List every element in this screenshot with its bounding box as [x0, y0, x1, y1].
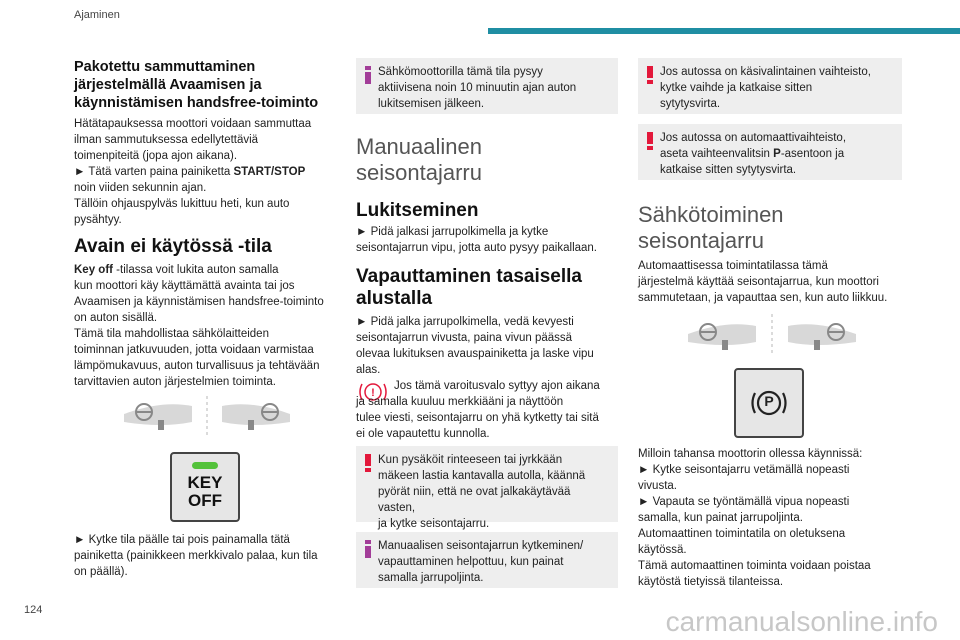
- heading-forced-shutdown: Pakotettu sammuttaminen järjestelmällä Avaamisen ja käynnistämisen handsfree-toiminto: [74, 59, 319, 111]
- paragraph-automatic-mode: Automaattisessa toimintatilassa tämä järjestelmä käyttää seisontajarrua, kun moottori sammutetaan, ja vapauttaa sen, kun auto liikkuu.: [638, 260, 888, 304]
- text-segment: ► Tätä varten paina painiketta: [74, 166, 234, 178]
- paragraph-key-off-benefit: Tämä tila mahdollistaa sähkölaitteiden toiminnan jatkuvuuden, jotta voidaan varmistaa lämpömukavuus, auton turvallisuus ja tehtävään tarvittavien auton järjestelmien toiminta.: [74, 328, 320, 388]
- paragraph-warning-light: Jos tämä varoitusvalo syttyy ajon aikana ja samalla kuuluu merkkiääni ja näyttöön tulee viesti, seisontajarru on yhä kytketty tai sitä ei ole vapautettu kunnolla.: [356, 380, 600, 440]
- svg-text:!: !: [371, 387, 375, 399]
- heading-locking: Lukitseminen: [356, 200, 479, 221]
- key-off-term: Key off: [74, 264, 113, 276]
- key-off-led: [192, 462, 218, 469]
- paragraph-toggle-mode: ► Kytke tila päälle tai pois painamalla tätä painiketta (painikkeen merkkivalo palaa, kun tila on päällä).: [74, 534, 318, 578]
- paragraph-key-off: [74, 262, 336, 326]
- key-off-label: [172, 474, 238, 510]
- warning-note-auto-gearbox: [638, 124, 902, 180]
- paragraph-emergency: Hätätapauksessa moottori voidaan sammuttaa ilman sammutuksessa edellytettäviä toimenpiteitä (jopa ajon aikana).: [74, 118, 312, 162]
- info-note-electric: [356, 58, 618, 114]
- text-segment: -tilassa voit lukita auton samalla kun moottori käy käyttämättä avainta tai jos Avaamisen ja käynnistämisen handsfree-toiminto on auton sisällä.: [74, 264, 324, 324]
- heading-release-flat: Vapauttaminen tasaisella alustalla: [356, 266, 582, 309]
- paragraph-operation: Milloin tahansa moottorin ollessa käynnissä: ► Kytke seisontajarru vetämällä nopeasti vivusta. ► Vapauta se työntämällä vipua nopeasti samalla, kun painat jarrupoljinta. Automaattinen toimintatila on oletuksena käytössä. Tämä automaattinen toiminta voidaan poistaa käytöstä tietyissä tilanteissa.: [638, 448, 871, 588]
- heading-electric-parking-brake: Sähkötoiminen seisontajarru: [638, 202, 784, 253]
- paragraph-release: ► Pidä jalka jarrupolkimella, vedä kevyesti seisontajarrun vivusta, paina vivun päässä olevaa lukituksen avauspainiketta ja laske vipu alas.: [356, 316, 594, 376]
- paragraph-steering-lock: Tällöin ohjauspylväs lukittuu heti, kun auto pysähtyy.: [74, 198, 290, 226]
- note-text: Jos autossa on käsivalintainen vaihteisto, kytke vaihde ja katkaise sitten sytytysvirta.: [660, 66, 871, 110]
- gear-p-label: P: [773, 148, 781, 160]
- parking-brake-button: [734, 368, 804, 438]
- exclamation-icon: [364, 454, 372, 472]
- start-stop-label: START/STOP: [233, 166, 306, 178]
- dashboard-illustration: [122, 392, 292, 440]
- warning-note-manual-gearbox: [638, 58, 902, 114]
- note-text: Manuaalisen seisontajarrun kytkeminen/ vapauttaminen helpottuu, kun painat samalla jarrupoljinta.: [378, 540, 584, 584]
- page-number: 124: [24, 604, 43, 616]
- key-off-button: [170, 452, 240, 522]
- key-label: KEY: [187, 473, 223, 492]
- note-text: [646, 130, 894, 178]
- paragraph-start-stop: [74, 164, 334, 196]
- paragraph-locking: ► Pidä jalkasi jarrupolkimella ja kytke seisontajarrun vipu, jotta auto pysyy paikallaan.: [356, 226, 598, 254]
- info-note-manual-brake: [356, 532, 618, 588]
- text-segment: Jos autossa on automaattivaihteisto, aseta vaihteenvalitsin: [660, 132, 847, 160]
- text-segment: noin viiden sekunnin ajan.: [74, 182, 207, 194]
- text-segment: -asentoon ja katkaise sitten sytytysvirta.: [660, 148, 845, 176]
- note-text: Kun pysäköit rinteeseen tai jyrkkään mäkeen lastia kantavalla autolla, käännä pyörät niin, että ne ovat jalkakäytävää vasten, ja kytke seisontajarru.: [378, 454, 586, 530]
- info-icon: [364, 66, 372, 84]
- exclamation-icon: [646, 132, 654, 150]
- watermark: carmanualsonline.info: [665, 606, 938, 637]
- exclamation-icon: [646, 66, 654, 84]
- parking-p-label: P: [764, 393, 774, 409]
- warning-note-slope: [356, 446, 618, 530]
- note-text: Sähkömoottorilla tämä tila pysyy aktiivisena noin 10 minuutin ajan auton lukitsemisen jälkeen.: [378, 66, 577, 110]
- dashboard-illustration: [686, 312, 860, 358]
- heading-key-off-mode: Avain ei käytössä -tila: [74, 236, 272, 257]
- off-label: OFF: [188, 491, 222, 510]
- heading-manual-parking-brake: Manuaalinen seisontajarru: [356, 134, 482, 185]
- info-icon: [364, 540, 372, 558]
- header-accent-bar: [488, 28, 960, 34]
- running-header: Ajaminen: [74, 9, 120, 21]
